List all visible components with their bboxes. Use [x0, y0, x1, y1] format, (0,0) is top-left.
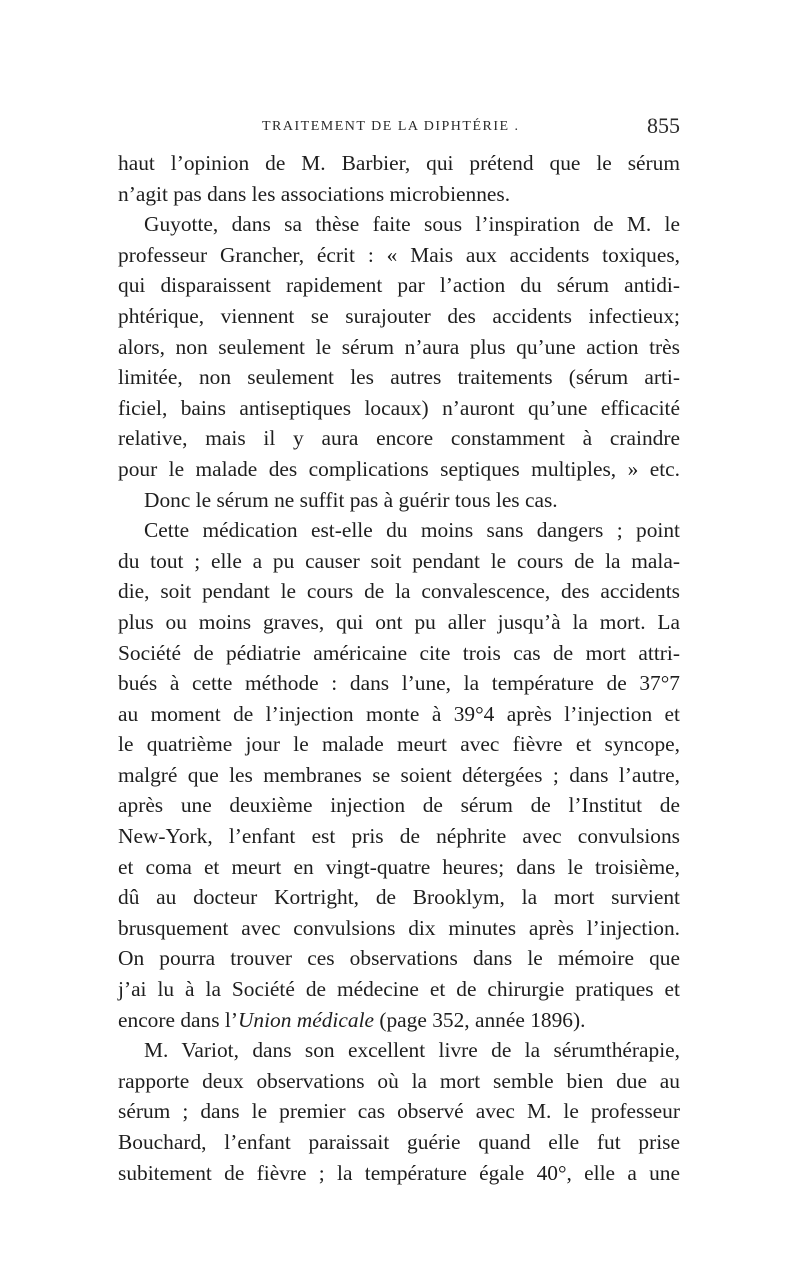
text-line: ficiel, bains antiseptiques locaux) n’auront qu’une efficacité — [118, 395, 680, 420]
text-line: Donc le sérum ne suffit pas à guérir tous les cas. — [144, 487, 558, 512]
text-line: du tout ; elle a pu causer soit pendant le cours de la mala- — [118, 548, 680, 573]
text-line: bués à cette méthode : dans l’une, la température de 37°7 — [118, 671, 680, 696]
text-line: malgré que les membranes se soient détergées ; dans l’autre, — [118, 762, 680, 787]
text-line: phtérique, viennent se surajouter des accidents infectieux; — [118, 303, 680, 328]
journal-title: Union médicale — [237, 1007, 374, 1032]
text-line: sérum ; dans le premier cas observé avec M. le professeur — [118, 1099, 680, 1124]
text-line: professeur Grancher, écrit : « Mais aux accidents toxiques, — [118, 242, 680, 267]
text-line: plus ou moins graves, qui ont pu aller jusqu’à la mort. La — [118, 609, 680, 634]
text-line: Bouchard, l’enfant paraissait guérie quand elle fut prise — [118, 1130, 680, 1154]
page-number: 855 — [647, 113, 680, 138]
text-line: die, soit pendant le cours de la convalescence, des accidents — [118, 579, 680, 604]
text-line: limitée, non seulement les autres traitements (sérum arti- — [118, 365, 680, 390]
running-title: TRAITEMENT DE LA DIPHTÉRIE . — [262, 119, 520, 134]
text-line: brusquement avec convulsions dix minutes après l’injection. — [118, 915, 680, 940]
text-line: alors, non seulement le sérum n’aura plus qu’une action très — [118, 334, 680, 359]
text-line: On pourra trouver ces observations dans le mémoire que — [118, 946, 680, 971]
text-line: M. Variot, dans son excellent livre de la sérumthérapie, — [144, 1038, 680, 1063]
text-line: après une deuxième injection de sérum de l’Institut de — [118, 793, 680, 818]
text-line-citation — [118, 1005, 680, 1036]
text-line: dû au docteur Kortright, de Brooklym, la mort survient — [118, 885, 680, 910]
text-line: pour le malade des complications septiques multiples, » etc. — [118, 456, 680, 481]
page-header — [118, 113, 680, 141]
text-line: New-York, l’enfant est pris de néphrite avec convulsions — [118, 824, 680, 849]
text-line: au moment de l’injection monte à 39°4 après l’injection et — [118, 701, 680, 726]
citation-prefix: encore dans l’ — [118, 1007, 238, 1032]
text-line: relative, mais il y aura encore constamment à craindre — [118, 426, 680, 451]
body-text — [118, 148, 680, 1188]
citation-suffix: (page 352, année 1896). — [374, 1007, 586, 1032]
text-line: j’ai lu à la Société de médecine et de chirurgie pratiques et — [118, 977, 680, 1002]
text-line: Société de pédiatrie américaine cite trois cas de mort attri- — [118, 640, 680, 665]
text-line: Guyotte, dans sa thèse faite sous l’inspiration de M. le — [144, 212, 680, 237]
text-line: haut l’opinion de M. Barbier, qui prétend que le sérum — [118, 151, 680, 175]
text-line: qui disparaissent rapidement par l’action du sérum antidi- — [118, 273, 680, 298]
text-line: n’agit pas dans les associations microbiennes. — [118, 181, 511, 206]
text-line: rapporte deux observations où la mort semble bien due au — [118, 1068, 680, 1093]
text-line: Cette médication est-elle du moins sans dangers ; point — [144, 518, 680, 543]
text-line: le quatrième jour le malade meurt avec fièvre et syncope, — [118, 732, 680, 757]
text-line: et coma et meurt en vingt-quatre heures; dans le troisième, — [118, 854, 680, 879]
text-line: subitement de fièvre ; la température égale 40°, elle a une — [118, 1160, 680, 1185]
